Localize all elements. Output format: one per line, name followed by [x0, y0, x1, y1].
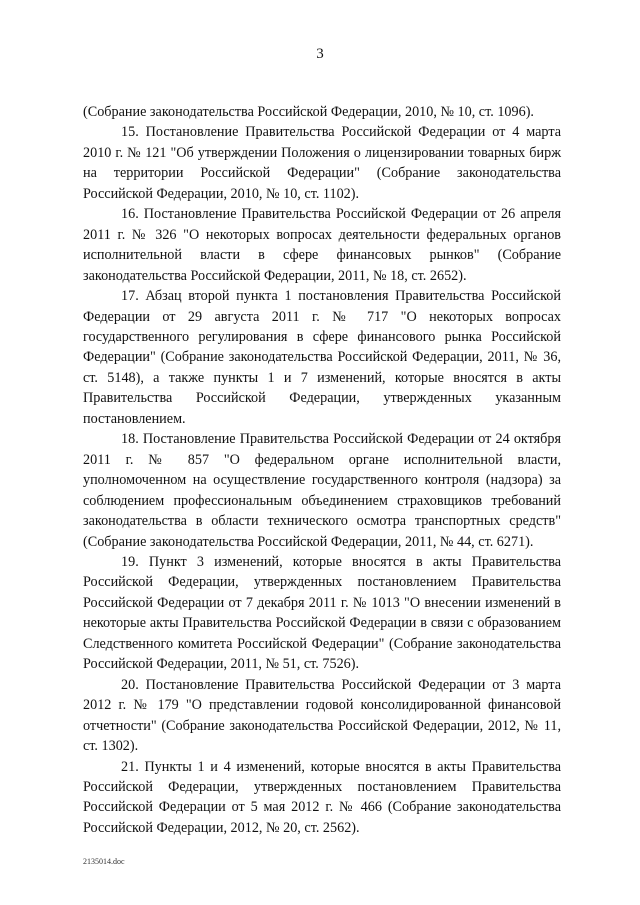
paragraph-item-17: 17. Абзац второй пункта 1 постановления Правительства Российской Федерации от 29 августа 2011 г. № 717 "О некоторых вопросах государственного регулирования в сфере финансового рынка Российской Федерации" (Собрание законодательства Российской Федерации, 2011, № 36, ст. 5148), а также пункты 1 и 7 изменений, которые вносятся в акты Правительства Российской Федерации, утвержденных указанным постановлением. [83, 288, 561, 427]
paragraph-continuation: (Собрание законодательства Российской Федерации, 2010, № 10, ст. 1096). [83, 104, 534, 120]
footer-file-name: 2135014.doc [83, 857, 125, 866]
page-number: 3 [316, 46, 324, 62]
paragraph-item-19: 19. Пункт 3 изменений, которые вносятся в акты Правительства Российской Федерации, утвержденных постановлением Правительства Российской Федерации от 7 декабря 2011 г. № 1013 "О внесении изменений в некоторые акты Правительства Российской Федерации в связи с образованием Следственного комитета Российской Федерации" (Собрание законодательства Российской Федерации, 2011, № 51, ст. 7526). [83, 553, 561, 673]
paragraph-item-15: 15. Постановление Правительства Российской Федерации от 4 марта 2010 г. № 121 "Об утверждении Положения о лицензировании товарных бирж на территории Российской Федерации" (Собрание законодательства Российской Федерации, 2010, № 10, ст. 1102). [83, 124, 561, 202]
document-body [83, 102, 561, 838]
paragraph-item-16: 16. Постановление Правительства Российской Федерации от 26 апреля 2011 г. № 326 "О некоторых вопросах деятельности федеральных органов исполнительной власти в сфере финансовых рынков" (Собрание законодательства Российской Федерации, 2011, № 18, ст. 2652). [83, 206, 561, 284]
paragraph-item-20: 20. Постановление Правительства Российской Федерации от 3 марта 2012 г. № 179 "О представлении годовой консолидированной финансовой отчетности" (Собрание законодательства Российской Федерации, 2012, № 11, ст. 1302). [83, 676, 561, 755]
paragraph-item-18: 18. Постановление Правительства Российской Федерации от 24 октября 2011 г. № 857 "О федеральном органе исполнительной власти, уполномоченном на осуществление государственного контроля (надзора) за соблюдением профессиональным объединением страховщиков требований законодательства в области технического осмотра транспортных средств" (Собрание законодательства Российской Федерации, 2011, № 44, ст. 6271). [83, 431, 561, 550]
paragraph-item-21: 21. Пункты 1 и 4 изменений, которые вносятся в акты Правительства Российской Федерации, утвержденных постановлением Правительства Российской Федерации от 5 мая 2012 г. № 466 (Собрание законодательства Российской Федерации, 2012, № 20, ст. 2562). [83, 758, 561, 836]
